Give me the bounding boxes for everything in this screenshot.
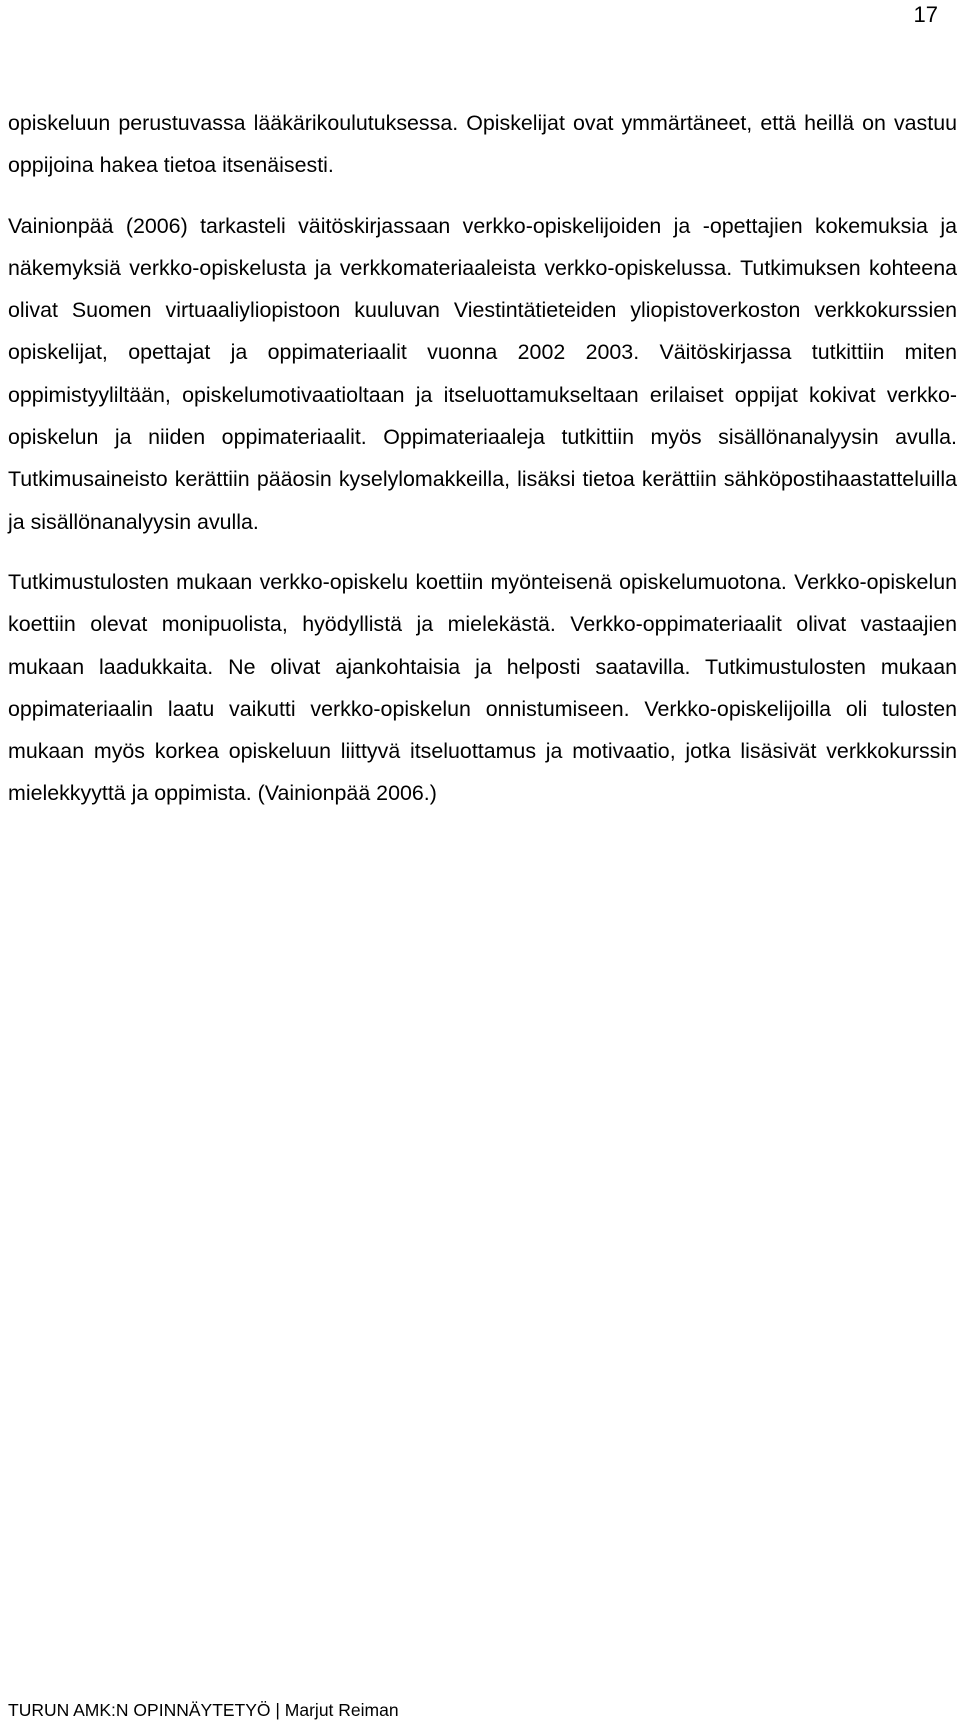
- page-number: 17: [913, 2, 938, 27]
- paragraph: Vainionpää (2006) tarkasteli väitöskirjassaan verkko-opiskelijoiden ja -opettajien kokemuksia ja näkemyksiä verkko-opiskelusta ja verkkomateriaaleista verkko-opiskelussa. Tutkimuksen kohteena olivat Suomen virtuaaliyliopistoon kuuluvan Viestintätieteiden yliopistoverkoston verkkokurssien opiskelijat, opettajat ja oppimateriaalit vuonna 2002 2003. Väitöskirjassa tutkittiin miten oppimistyyliltään, opiskelumotivaatioltaan ja itseluottamukseltaan erilaiset oppijat kokivat verkko-opiskelun ja niiden oppimateriaalit. Oppimateriaaleja tutkittiin myös sisällönanalyysin avulla. Tutkimusaineisto kerättiin pääosin kyselylomakkeilla, lisäksi tietoa kerättiin sähköpostihaastatteluilla ja sisällönanalyysin avulla.: [8, 213, 957, 534]
- document-body: [8, 102, 957, 815]
- paragraph: Tutkimustulosten mukaan verkko-opiskelu koettiin myönteisenä opiskelumuotona. Verkko-opiskelun koettiin olevat monipuolista, hyödyllistä ja mielekästä. Verkko-oppimateriaalit olivat vastaajien mukaan laadukkaita. Ne olivat ajankohtaisia ja helposti saatavilla. Tutkimustulosten mukaan oppimateriaalin laatu vaikutti verkko-opiskelun onnistumiseen. Verkko-opiskelijoilla oli tulosten mukaan myös korkea opiskeluun liittyvä itseluottamus ja motivaatio, jotka lisäsivät verkkokurssin mielekkyyttä ja oppimista. (Vainionpää 2006.): [8, 569, 957, 806]
- paragraph: opiskeluun perustuvassa lääkärikoulutuksessa. Opiskelijat ovat ymmärtäneet, että heillä on vastuu oppijoina hakea tietoa itsenäisesti.: [8, 111, 957, 178]
- page-footer: TURUN AMK:N OPINNÄYTETYÖ | Marjut Reiman: [8, 1700, 399, 1720]
